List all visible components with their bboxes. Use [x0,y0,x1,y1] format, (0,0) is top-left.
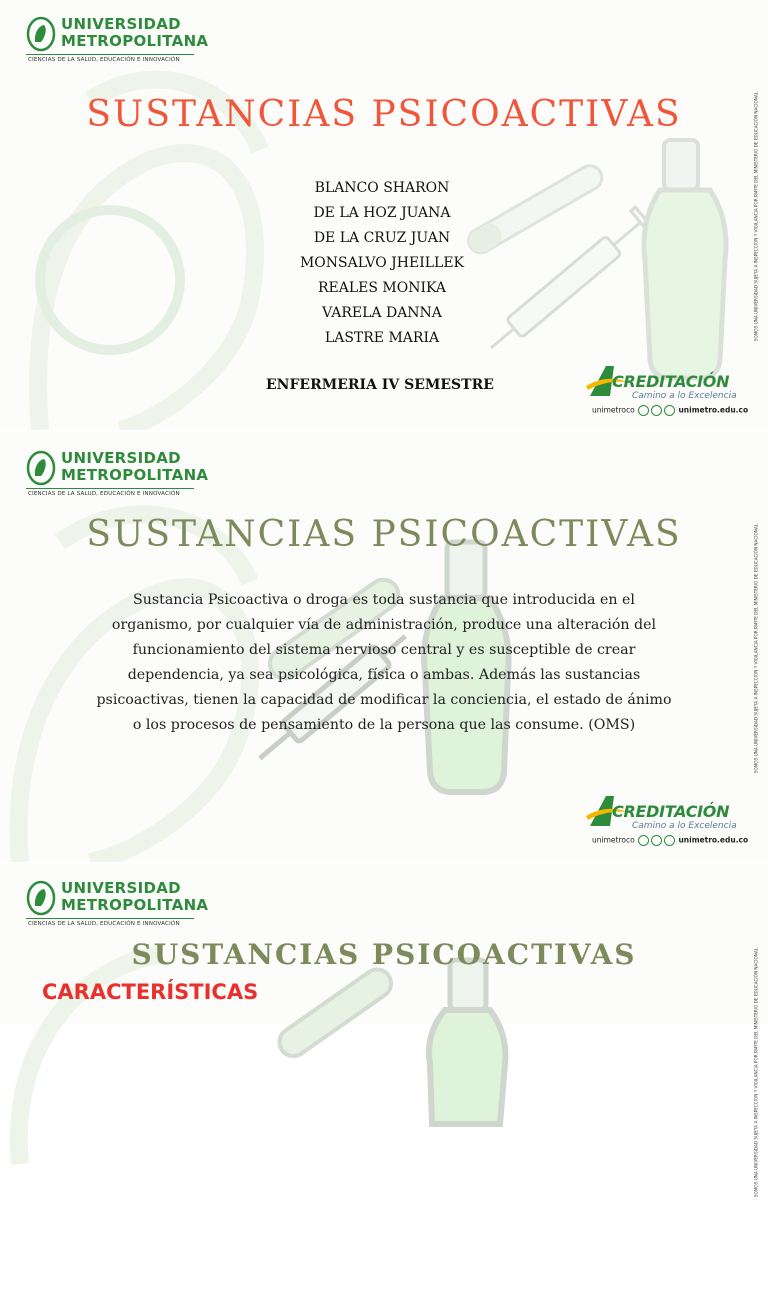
member-name: BLANCO SHARON [314,180,450,196]
side-legal-note: SOMOS UNA UNIVERSIDAD SUJETA A INSPECCIÓN Y VIGILANCIA POR PARTE DEL MINISTERIO DE EDUCACIÓN NACIONAL [753,523,759,774]
side-legal-note: SOMOS UNA UNIVERSIDAD SUJETA A INSPECCIÓN Y VIGILANCIA POR PARTE DEL MINISTERIO DE EDUCACIÓN NACIONAL [753,91,759,342]
twitter-icon [638,835,649,846]
logo-tagline: CIENCIAS DE LA SALUD, EDUCACIÓN E INNOVACIÓN [28,921,180,927]
slide-title: SUSTANCIAS PSICOACTIVAS [131,938,637,971]
accreditation-word: CREDITACIÓN [612,802,730,821]
course-label: ENFERMERIA IV SEMESTRE [266,377,494,393]
facebook-icon [664,405,675,416]
logo-title: UNIVERSIDAD METROPOLITANA [61,449,209,484]
logo-divider [26,918,194,919]
logo-title: UNIVERSIDAD METROPOLITANA [61,879,209,914]
facebook-icon [664,835,675,846]
university-emblem-icon [26,880,56,916]
member-name: DE LA CRUZ JUAN [313,230,451,246]
member-name: VARELA DANNA [322,305,442,321]
university-logo [26,15,209,66]
member-name: DE LA HOZ JUANA [313,205,451,221]
instagram-icon [651,835,662,846]
university-emblem-icon [26,16,56,52]
social-handles [592,405,748,416]
logo-tagline: CIENCIAS DE LA SALUD, EDUCACIÓN E INNOVACIÓN [28,491,180,497]
university-logo [26,449,209,500]
slide-cover [0,0,768,432]
instagram-icon [651,405,662,416]
accreditation-slogan: Camino a lo Excelencia [632,391,737,401]
university-logo [26,879,209,930]
social-handles [592,835,748,846]
logo-divider [26,488,194,489]
member-list [268,176,496,351]
website-text: unimetro.edu.co [678,835,749,845]
slide-title: SUSTANCIAS PSICOACTIVAS [86,514,682,555]
side-legal-note: SOMOS UNA UNIVERSIDAD SUJETA A INSPECCIÓN Y VIGILANCIA POR PARTE DEL MINISTERIO DE EDUCACIÓN NACIONAL [753,947,759,1198]
section-heading: CARACTERÍSTICAS [42,980,259,1004]
website-text: unimetro.edu.co [678,405,749,415]
accreditation-badge [586,792,756,856]
accreditation-badge [586,362,756,426]
logo-title: UNIVERSIDAD METROPOLITANA [61,15,209,50]
handle-text: unimetroco [592,835,635,845]
member-name: MONSALVO JHEILLEK [299,255,465,271]
twitter-icon [638,405,649,416]
definition-paragraph: Sustancia Psicoactiva o droga es toda sustancia que introducida en el organismo, por cualquier vía de administración, produce una alteración del funcionamiento del sistema nervioso central y es susceptible de crear dependencia, ya sea psicológica, física o ambas. Además las sustancias psicoactivas, tienen la capacidad de modificar la conciencia, el estado de ánimo o los procesos de pensamiento de la persona que las consume. (OMS) [96,592,672,733]
member-name: REALES MONIKA [317,280,447,296]
university-emblem-icon [26,450,56,486]
accreditation-slogan: Camino a lo Excelencia [632,821,737,831]
handle-text: unimetroco [592,405,635,415]
logo-divider [26,54,194,55]
slide-title: SUSTANCIAS PSICOACTIVAS [86,94,682,135]
logo-tagline: CIENCIAS DE LA SALUD, EDUCACIÓN E INNOVACIÓN [28,57,180,63]
member-name: LASTRE MARIA [324,330,440,346]
accreditation-word: CREDITACIÓN [612,372,730,391]
